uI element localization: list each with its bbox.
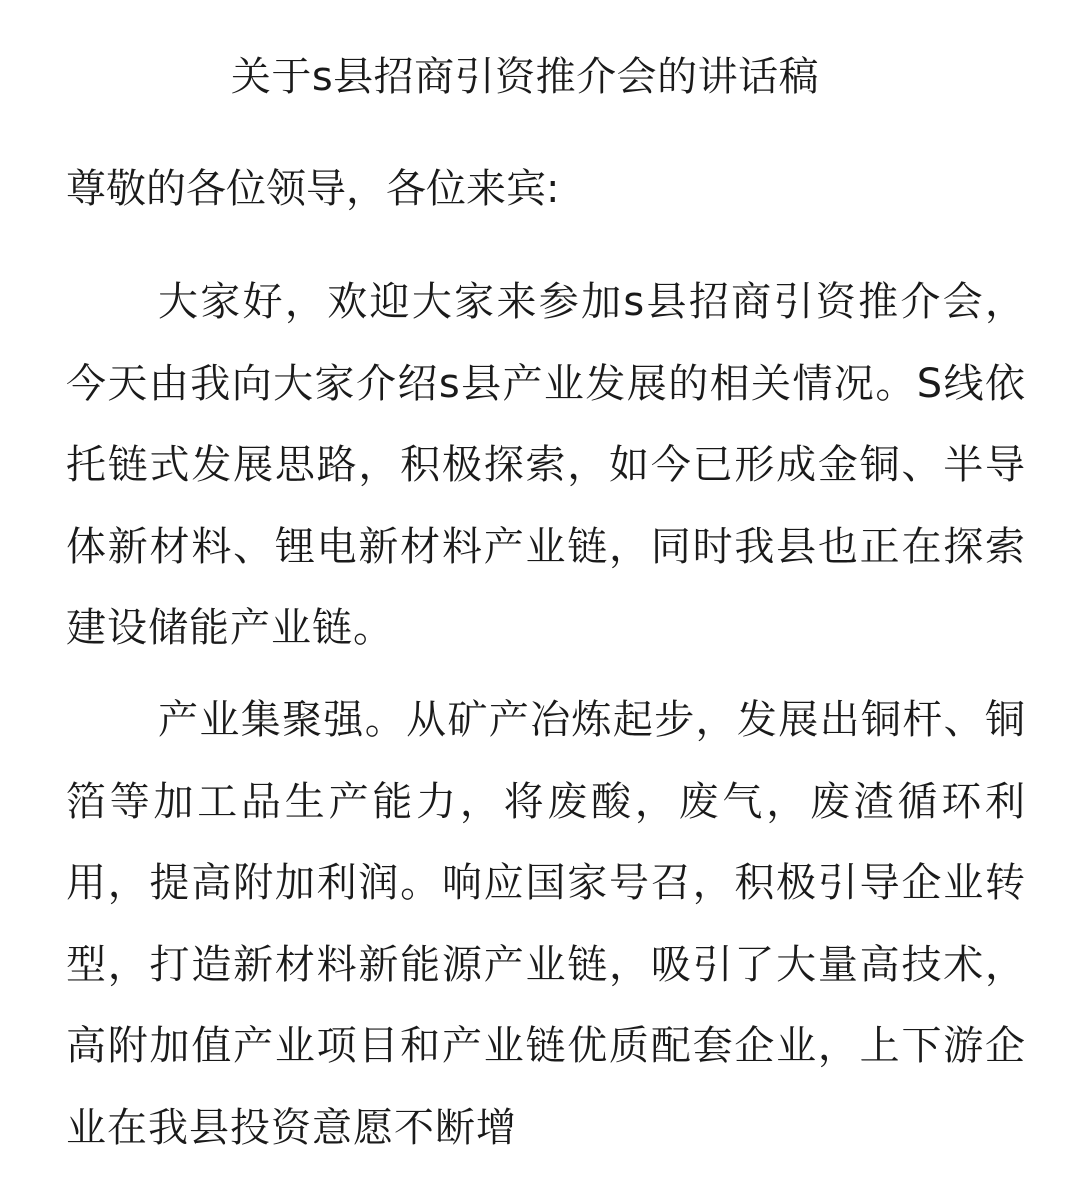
paragraph-industry-cluster: 产业集聚强。从矿产冶炼起步，发展出铜杆、铜箔等加工品生产能力，将废酸，废气，废渣循环利用，提高附加利润。响应国家号召，积极引导企业转型，打造新材料新能源产业链，吸引了大量高技术，高附加值产业项目和产业链优质配套企业，上下游企业在我县投资意愿不断增 — [66, 697, 1026, 1151]
salutation: 尊敬的各位领导，各位来宾: — [66, 166, 560, 212]
paragraph-intro: 大家好，欢迎大家来参加s县招商引资推介会，今天由我向大家介绍s县产业发展的相关情况。S线依托链式发展思路，积极探索，如今已形成金铜、半导体新材料、锂电新材料产业链，同时我县也正在探索建设储能产业链。 — [66, 279, 1026, 651]
document-title: 关于s县招商引资推介会的讲话稿 — [230, 54, 820, 100]
